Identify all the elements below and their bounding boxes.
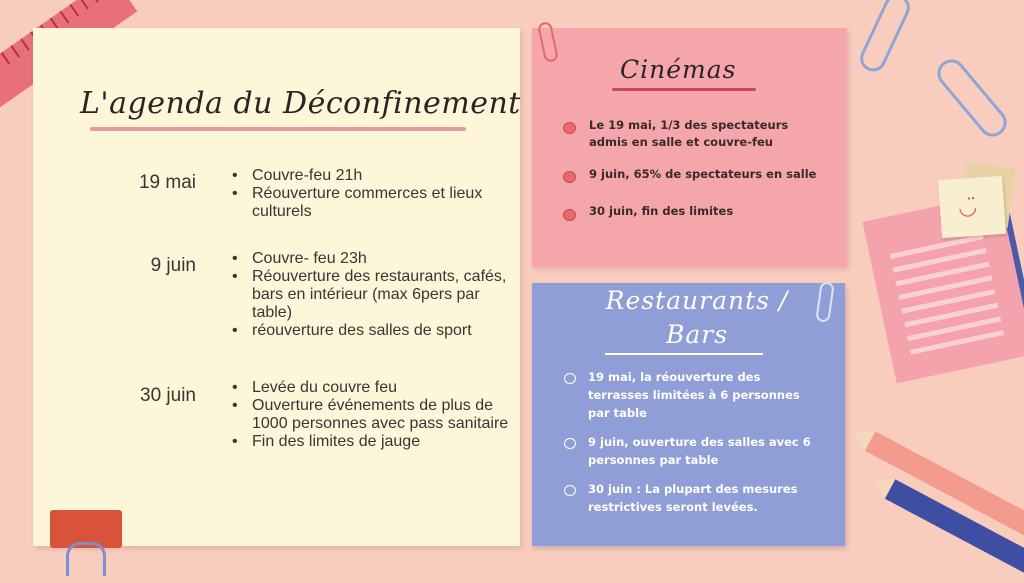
agenda-item-list: [230, 379, 520, 451]
restaurant-title: Bars: [665, 320, 729, 349]
binder-clip-wire: [66, 542, 106, 576]
smiley-icon: ◡̈: [957, 194, 979, 221]
restaurant-item: 30 juin : La plupart des mesures restrictives seront levées.: [588, 482, 798, 514]
agenda-item-list: [230, 250, 520, 340]
restaurant-item: 19 mai, la réouverture des terrasses limitées à 6 personnes par table: [588, 370, 800, 420]
bullet-icon: [563, 171, 576, 183]
cinema-item: 9 juin, 65% de spectateurs en salle: [589, 167, 817, 181]
cinema-item: Le 19 mai, 1/3 des spectateurs admis en salle et couvre-feu: [589, 118, 789, 149]
bullet-icon: [564, 438, 576, 449]
agenda-date: 30 juin: [140, 385, 196, 406]
title-underline: [605, 353, 763, 355]
agenda-date: 9 juin: [150, 255, 196, 276]
paperclip-icon: [932, 54, 1013, 142]
title-underline: [612, 88, 756, 91]
bullet-icon: [563, 122, 576, 134]
list-item: • Ouverture événements de plus de 1000 personnes avec pass sanitaire: [230, 397, 520, 433]
list-item: • Levée du couvre feu: [230, 379, 520, 397]
agenda-title: L'agenda du Déconfinement: [80, 86, 521, 121]
bullet-icon: [564, 485, 576, 496]
list-item: • Réouverture des restaurants, cafés, bars en intérieur (max 6pers par table): [230, 268, 520, 322]
bullet-icon: [564, 373, 576, 384]
agenda-date: 19 mai: [138, 172, 196, 193]
restaurant-title: Restaurants /: [605, 286, 789, 315]
cinema-item: 30 juin, fin des limites: [589, 204, 734, 218]
paperclip-icon: [856, 0, 914, 76]
list-item: • Couvre-feu 21h: [230, 167, 520, 185]
agenda-item-list: [230, 167, 520, 221]
restaurant-item: 9 juin, ouverture des salles avec 6 personnes par table: [588, 435, 811, 467]
list-item: • Réouverture commerces et lieux culturels: [230, 185, 520, 221]
title-underline: [90, 127, 466, 131]
list-item: • réouverture des salles de sport: [230, 322, 520, 340]
cinema-title: Cinémas: [620, 55, 737, 84]
list-item: • Couvre- feu 23h: [230, 250, 520, 268]
list-item: • Fin des limites de jauge: [230, 433, 520, 451]
bullet-icon: [563, 209, 576, 221]
